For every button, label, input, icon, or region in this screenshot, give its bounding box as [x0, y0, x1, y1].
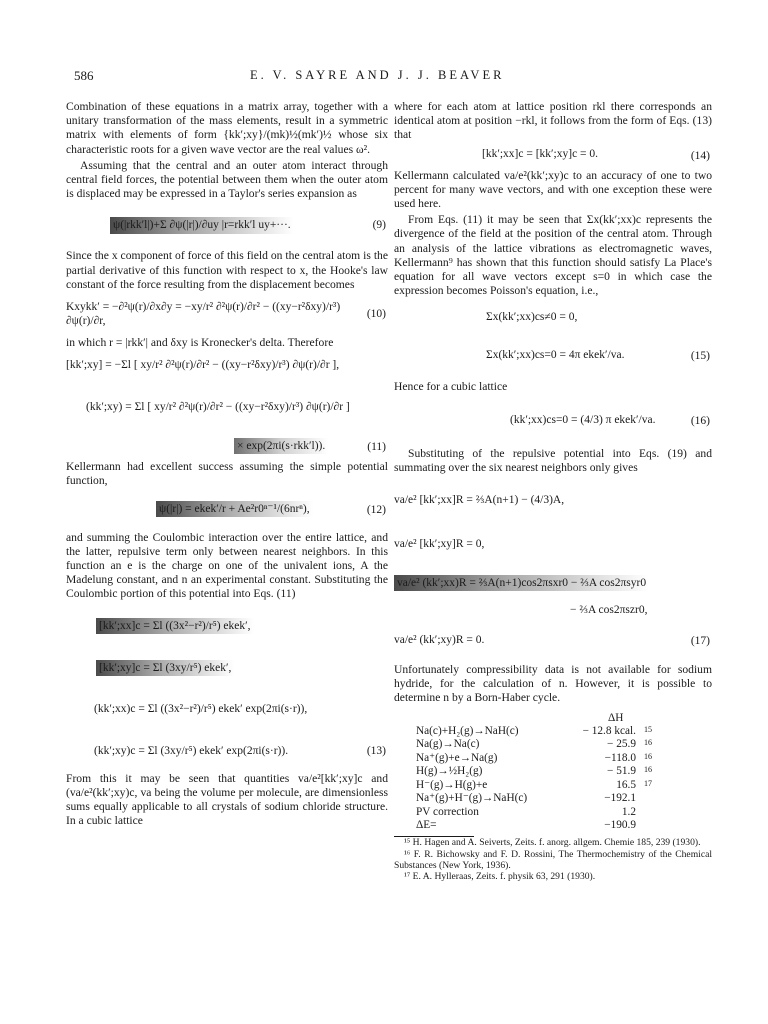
reaction-cell: H(g)→½H₂(g) [416, 765, 483, 778]
paragraph: Hence for a cubic lattice [394, 380, 508, 394]
reference-cell: 17 [644, 778, 652, 788]
equation-15b [394, 336, 712, 376]
equation-number: (13) [366, 744, 386, 757]
left-column [66, 100, 388, 830]
paragraph: where for each atom at lattice position rkl there corresponds an identical atom at position −rkl, it follows from the form of Eqs. (13) that [394, 100, 712, 142]
equation-12 [66, 493, 388, 527]
table-row [416, 806, 712, 819]
table-header: ΔH [608, 711, 624, 724]
equation-body: (kk′;xx)c = Σl ((3x²−r²)/r⁵) ekek′ exp(2πi(s·r)), [94, 702, 308, 715]
footnote: ¹⁵ H. Hagen and A. Seiverts, Zeits. f. anorg. allgem. Chemie 185, 239 (1930). [404, 837, 701, 849]
paragraph: Kellermann calculated va/e²(kk′;xy)c to an accuracy of one to two percent for many wave vectors, and with one exception these were used here. [394, 168, 712, 211]
reference-cell: 16 [644, 751, 652, 761]
equation-body: ψ(|r|) = ekek′/r + Ae²r0ⁿ⁻¹/(6nrⁿ), [156, 501, 313, 517]
equation-13d [66, 734, 388, 768]
table-row [416, 779, 712, 792]
equation-body: va/e² (kk′;xy)R = 0. [394, 634, 485, 647]
paragraph: Substituting of the repulsive potential into Eqs. (19) and summating over the six nearest neighbors only gives [394, 446, 712, 474]
equation-body: [kk′;xy]c = Σl (3xy/r⁵) ekek′, [96, 660, 234, 676]
equation-body: va/e² [kk′;xy]R = 0, [394, 538, 485, 551]
enthalpy-cell: − 25.9 [607, 738, 636, 751]
enthalpy-cell: −118.0 [604, 751, 636, 764]
paragraph: From Eqs. (11) it may be seen that Σx(kk′;xx)c represents the divergence of the field at the position of the central atom. Through an analysis of the lattice vibrations as electromagnetic waves, Kellermann⁹ has shown that this function should satisfy La Place's equation for all wave vectors except s=0 in which case the expression becomes Poisson's equation, i.e., [394, 213, 712, 298]
footnote: ¹⁷ E. A. Hylleraas, Zeits. f. physik 63, 291 (1930). [404, 870, 596, 882]
equation-body: va/e² [kk′;xx]R = ⅔A(n+1) − (4/3)A, [394, 494, 565, 507]
equation-17c [394, 567, 712, 599]
equation-11a [66, 354, 388, 392]
reaction-cell: H⁻(g)→H(g)+e [416, 778, 488, 791]
reaction-cell: ΔE= [416, 818, 437, 831]
table-row [416, 792, 712, 805]
right-column [394, 100, 712, 882]
equation-number: (10) [366, 307, 386, 320]
reaction-cell: Na⁺(g)+e→Na(g) [416, 751, 498, 764]
table-row [416, 725, 712, 738]
equation-body: [kk′;xy] = −Σl [ xy/r² ∂²ψ(r)/∂r² − ((xy−r²δxy)/r³) ∂ψ(r)/∂r ], [66, 359, 340, 372]
reaction-cell: PV correction [416, 805, 479, 818]
reaction-cell: Na(g)→Na(c) [416, 738, 480, 751]
equation-body: Σx(kk′;xx)cs≠0 = 0, [486, 311, 578, 324]
equation-17a [394, 479, 712, 523]
reference-cell [636, 819, 674, 832]
equation-body: Σx(kk′;xx)cs=0 = 4π ekek′/va. [486, 349, 625, 362]
equation-16 [394, 399, 712, 443]
equation-number: (15) [690, 350, 710, 363]
table-row [416, 738, 712, 751]
page-number: 586 [74, 68, 94, 83]
paragraph: Kellermann had excellent success assuming the simple potential function, [66, 460, 388, 488]
reference-cell [636, 806, 674, 819]
running-head-authors: E. V. SAYRE AND J. J. BEAVER [250, 68, 505, 82]
enthalpy-cell: 16.5 [616, 778, 636, 791]
equation-number: (17) [690, 634, 710, 647]
equation-body: ψ(|rkk′l|)+Σ ∂ψ(|r|)/∂uy |r=rkk′l uy+···. [110, 217, 294, 233]
equation-17d [394, 603, 712, 621]
enthalpy-cell: − 12.8 kcal. [582, 725, 636, 738]
paragraph: Combination of these equations in a matrix array, together with a unitary transformation of the mass elements, result in a symmetric matrix with elements of form {kk′;xy}/(mk)½(mk′)½ whose six characteristic roots for a given wave vector are the real values ω². [66, 100, 388, 156]
equation-number: (11) [367, 441, 386, 454]
equation-body: (kk′;xx)cs=0 = (4/3) π ekek′/va. [510, 413, 656, 426]
reference-cell [636, 792, 674, 805]
table-row [416, 819, 712, 832]
equation-body: (kk′;xy) = Σl [ xy/r² ∂²ψ(r)/∂r² − ((xy−r²δxy)/r³) ∂ψ(r)/∂r ] [86, 401, 350, 414]
equation-13c [66, 690, 388, 730]
equation-body: [kk′;xx]c = Σl ((3x²−r²)/r⁵) ekek′, [96, 618, 254, 634]
equation-13b [66, 650, 388, 686]
equation-number: (14) [690, 149, 710, 162]
equation-number: (12) [366, 503, 386, 516]
equation-13a [66, 606, 388, 646]
paragraph: Unfortunately compressibility data is not available for sodium hydride, for the calculation of n. However, it is possible to determine n by a Born-Haber cycle. [394, 663, 712, 705]
equation-17e [394, 625, 712, 657]
equation-body: × exp(2πi(s·rkk′l)). [234, 438, 328, 454]
equation-body: (kk′;xy)c = Σl (3xy/r⁵) ekek′ exp(2πi(s·r)). [94, 744, 289, 757]
reaction-cell: Na⁺(g)+H⁻(g)→NaH(c) [416, 792, 528, 805]
reference-cell: 15 [644, 725, 652, 735]
enthalpy-cell: 1.2 [621, 805, 636, 818]
equation-14 [394, 147, 712, 165]
equation-body: [kk′;xx]c = [kk′;xy]c = 0. [482, 147, 599, 160]
equation-body: − ⅔A cos2πszr0, [570, 604, 648, 617]
footnote: ¹⁶ F. R. Bichowsky and F. D. Rossini, The Thermochemistry of the Chemical Substances (New York, 1936). [394, 848, 712, 871]
equation-15a [394, 302, 712, 332]
born-haber-table [416, 712, 712, 833]
table-row [416, 765, 712, 778]
paragraph: in which r = |rkk′| and δxy is Kronecker's delta. Therefore [66, 336, 334, 350]
table-row [416, 752, 712, 765]
equation-number: (16) [690, 414, 710, 427]
equation-10 [66, 296, 388, 332]
paragraph: Since the x component of force of this field on the central atom is the partial derivative of this function with respect to x, the Hooke's law constant of the force resulting from the displacement becomes [66, 249, 388, 291]
equation-number: (9) [372, 219, 386, 232]
equation-11c [66, 438, 388, 456]
paragraph: From this it may be seen that quantities va/e²[kk′;xy]c and (va/e²(kk′;xy)c, va being the volume per molecule, are dimensionless sums equally applicable to all crystals of sodium chloride structure. In a cubic lattice [66, 771, 388, 828]
equation-9 [66, 205, 388, 245]
paragraph: Assuming that the central and an outer atom interact through central field forces, the potential between them when the outer atom is displaced may be expressed in a Taylor's series expansion as [66, 158, 388, 201]
page-header [0, 68, 768, 88]
enthalpy-cell: −192.1 [604, 792, 636, 805]
equation-body: Kxykk′ = −∂²ψ(r)/∂x∂y = −xy/r² ∂²ψ(r)/∂r² − ((xy−r²δxy)/r³) ∂ψ(r)/∂r, [66, 301, 341, 328]
equation-body: va/e² (kk′;xx)R = ⅔A(n+1)cos2πsxr0 − ⅔A cos2πsyr0 [394, 575, 649, 591]
paragraph: and summing the Coulombic interaction over the entire lattice, and the latter, repulsive term only between nearest neighbors. In this function an e is the charge on one of the univalent ions, A the Madelung constant, and n an experimental constant. Substituting the Coulombic portion of this potential into Eqs. (11) [66, 530, 388, 601]
enthalpy-cell: −190.9 [604, 818, 636, 831]
reference-cell: 16 [644, 765, 652, 775]
reaction-cell: Na(c)+H₂(g)→NaH(c) [416, 725, 519, 738]
reference-cell: 16 [644, 738, 652, 748]
equation-11b [66, 396, 388, 434]
enthalpy-cell: − 51.9 [607, 765, 636, 778]
equation-17b [394, 527, 712, 563]
footnotes [394, 837, 712, 882]
